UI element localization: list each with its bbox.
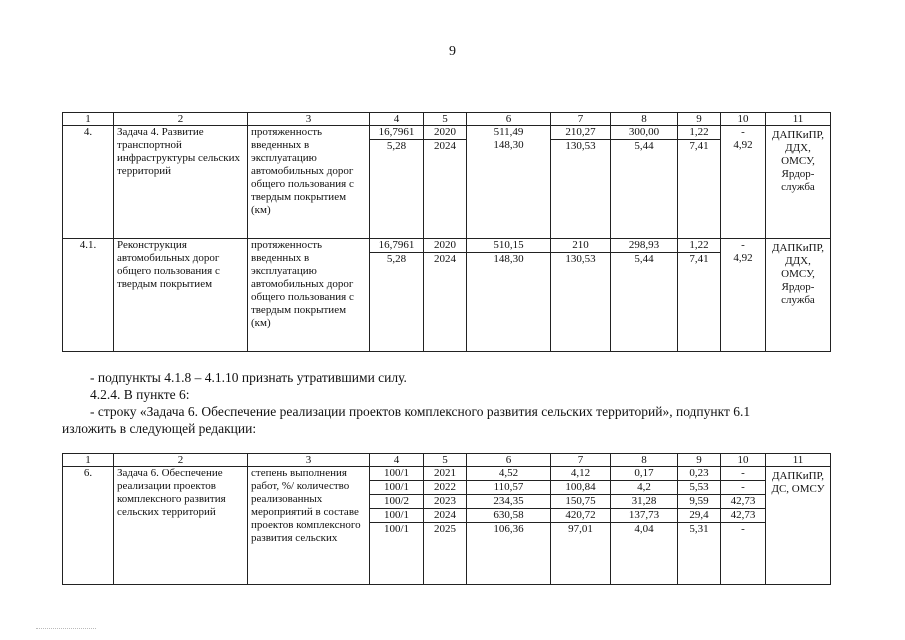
paragraph-instruction-cont: изложить в следующей редакции: xyxy=(62,421,257,436)
column-number: 11 xyxy=(766,454,831,467)
funding-regional: 5,44 xyxy=(634,140,654,152)
page-number: 9 xyxy=(449,44,456,59)
task-name: Реконструкция автомобильных дорог общего пользования с твердым покрытием xyxy=(114,239,248,352)
column-number: 10 xyxy=(721,454,766,467)
row-number: 4.1. xyxy=(63,239,114,352)
funding-other: - xyxy=(741,523,745,535)
indicator-value: 100/1 xyxy=(383,523,410,535)
column-number: 5 xyxy=(424,113,467,126)
column-number: 10 xyxy=(721,113,766,126)
executor: ДАПКиПР, ДС, ОМСУ xyxy=(766,467,831,585)
paragraph-repeal: - подпункты 4.1.8 – 4.1.10 признать утратившими силу. xyxy=(90,370,407,385)
indicator-value: 100/1 xyxy=(370,481,423,495)
table-header-row xyxy=(63,113,831,126)
indicator-value: 16,7961 xyxy=(370,239,423,253)
funding-total: 148,30 xyxy=(493,253,524,265)
table-row xyxy=(63,467,831,585)
column-number: 8 xyxy=(611,454,678,467)
column-number: 2 xyxy=(114,454,248,467)
funding-other: - xyxy=(721,467,765,481)
indicator-value: 100/1 xyxy=(370,509,423,523)
funding-other: 4,92 xyxy=(733,252,753,264)
funding-total: 234,35 xyxy=(467,495,550,509)
funding-regional: 31,28 xyxy=(611,495,677,509)
year: 2024 xyxy=(434,140,456,152)
funding-local: 7,41 xyxy=(689,253,709,265)
funding-other: - xyxy=(741,126,745,138)
funding-local: 1,22 xyxy=(678,126,720,140)
table-header-row xyxy=(63,454,831,467)
funding-other: - xyxy=(741,239,745,251)
funding-federal: 97,01 xyxy=(568,523,593,535)
funding-regional: 4,2 xyxy=(611,481,677,495)
task-name: Задача 6. Обеспечение реализации проектов комплексного развития сельских территорий xyxy=(114,467,248,585)
funding-total: 110,57 xyxy=(467,481,550,495)
funding-federal: 420,72 xyxy=(551,509,610,523)
funding-regional: 0,17 xyxy=(611,467,677,481)
executor: ДАПКиПР, ДДХ, ОМСУ, Ярдор-служба xyxy=(766,126,831,239)
indicator-value: 5,28 xyxy=(386,140,407,152)
column-number: 3 xyxy=(248,454,370,467)
funding-total: 148,30 xyxy=(493,139,524,151)
column-number: 9 xyxy=(678,113,721,126)
program-table-1 xyxy=(62,112,831,352)
indicator-name: протяженность введенных в эксплуатацию автомобильных дорог общего пользования с твердым покрытием (км) xyxy=(248,239,370,352)
indicator-value: 16,7961 xyxy=(370,126,423,140)
year: 2020 xyxy=(424,239,466,253)
funding-other: - xyxy=(721,481,765,495)
funding-local: 29,4 xyxy=(678,509,720,523)
funding-local: 5,53 xyxy=(678,481,720,495)
funding-federal: 150,75 xyxy=(551,495,610,509)
funding-regional: 137,73 xyxy=(611,509,677,523)
column-number: 6 xyxy=(467,454,551,467)
column-number: 7 xyxy=(551,454,611,467)
year: 2021 xyxy=(424,467,466,481)
year: 2024 xyxy=(424,509,466,523)
table-row xyxy=(63,126,831,239)
funding-local: 7,41 xyxy=(689,140,709,152)
column-number: 11 xyxy=(766,113,831,126)
funding-local: 9,59 xyxy=(678,495,720,509)
column-number: 4 xyxy=(370,454,424,467)
year: 2020 xyxy=(424,126,466,140)
row-number: 4. xyxy=(63,126,114,239)
indicator-value: 100/2 xyxy=(370,495,423,509)
indicator-value: 5,28 xyxy=(386,253,407,265)
column-number: 8 xyxy=(611,113,678,126)
column-number: 4 xyxy=(370,113,424,126)
year: 2025 xyxy=(434,523,456,535)
funding-total: 630,58 xyxy=(467,509,550,523)
task-name: Задача 4. Развитие транспортной инфраструктуры сельских территорий xyxy=(114,126,248,239)
column-number: 2 xyxy=(114,113,248,126)
funding-regional: 300,00 xyxy=(611,126,677,140)
column-number: 1 xyxy=(63,113,114,126)
funding-total: 511,49 xyxy=(493,126,524,138)
table-row xyxy=(63,239,831,352)
funding-total: 4,52 xyxy=(467,467,550,481)
funding-regional: 4,04 xyxy=(634,523,654,535)
funding-federal: 210,27 xyxy=(551,126,610,140)
funding-federal: 100,84 xyxy=(551,481,610,495)
funding-other: 4,92 xyxy=(733,139,753,151)
column-number: 7 xyxy=(551,113,611,126)
funding-federal: 130,53 xyxy=(565,140,596,152)
funding-other: 42,73 xyxy=(721,509,765,523)
paragraph-clause: 4.2.4. В пункте 6: xyxy=(90,387,190,402)
scan-artifact xyxy=(36,628,96,630)
funding-local: 1,22 xyxy=(678,239,720,253)
funding-regional: 298,93 xyxy=(611,239,677,253)
funding-local: 0,23 xyxy=(678,467,720,481)
year: 2022 xyxy=(424,481,466,495)
year: 2023 xyxy=(424,495,466,509)
executor: ДАПКиПР, ДДХ, ОМСУ, Ярдор-служба xyxy=(766,239,831,352)
column-number: 5 xyxy=(424,454,467,467)
column-number: 3 xyxy=(248,113,370,126)
indicator-name: степень выполнения работ, %/ количество реализованных мероприятий в составе проектов комплексного развития сельских xyxy=(248,467,370,585)
funding-federal: 4,12 xyxy=(551,467,610,481)
program-table-2 xyxy=(62,453,831,585)
funding-local: 5,31 xyxy=(689,523,709,535)
funding-total: 510,15 xyxy=(467,239,550,253)
column-number: 9 xyxy=(678,454,721,467)
column-number: 6 xyxy=(467,113,551,126)
row-number: 6. xyxy=(63,467,114,585)
funding-total: 106,36 xyxy=(493,523,524,535)
funding-federal: 130,53 xyxy=(565,253,596,265)
column-number: 1 xyxy=(63,454,114,467)
funding-regional: 5,44 xyxy=(634,253,654,265)
indicator-name: протяженность введенных в эксплуатацию автомобильных дорог общего пользования с твердым покрытием (км) xyxy=(248,126,370,239)
indicator-value: 100/1 xyxy=(370,467,423,481)
funding-other: 42,73 xyxy=(721,495,765,509)
funding-federal: 210 xyxy=(551,239,610,253)
year: 2024 xyxy=(434,253,456,265)
paragraph-instruction: - строку «Задача 6. Обеспечение реализации проектов комплексного развития сельских территорий», подпункт 6.1 xyxy=(90,404,751,419)
